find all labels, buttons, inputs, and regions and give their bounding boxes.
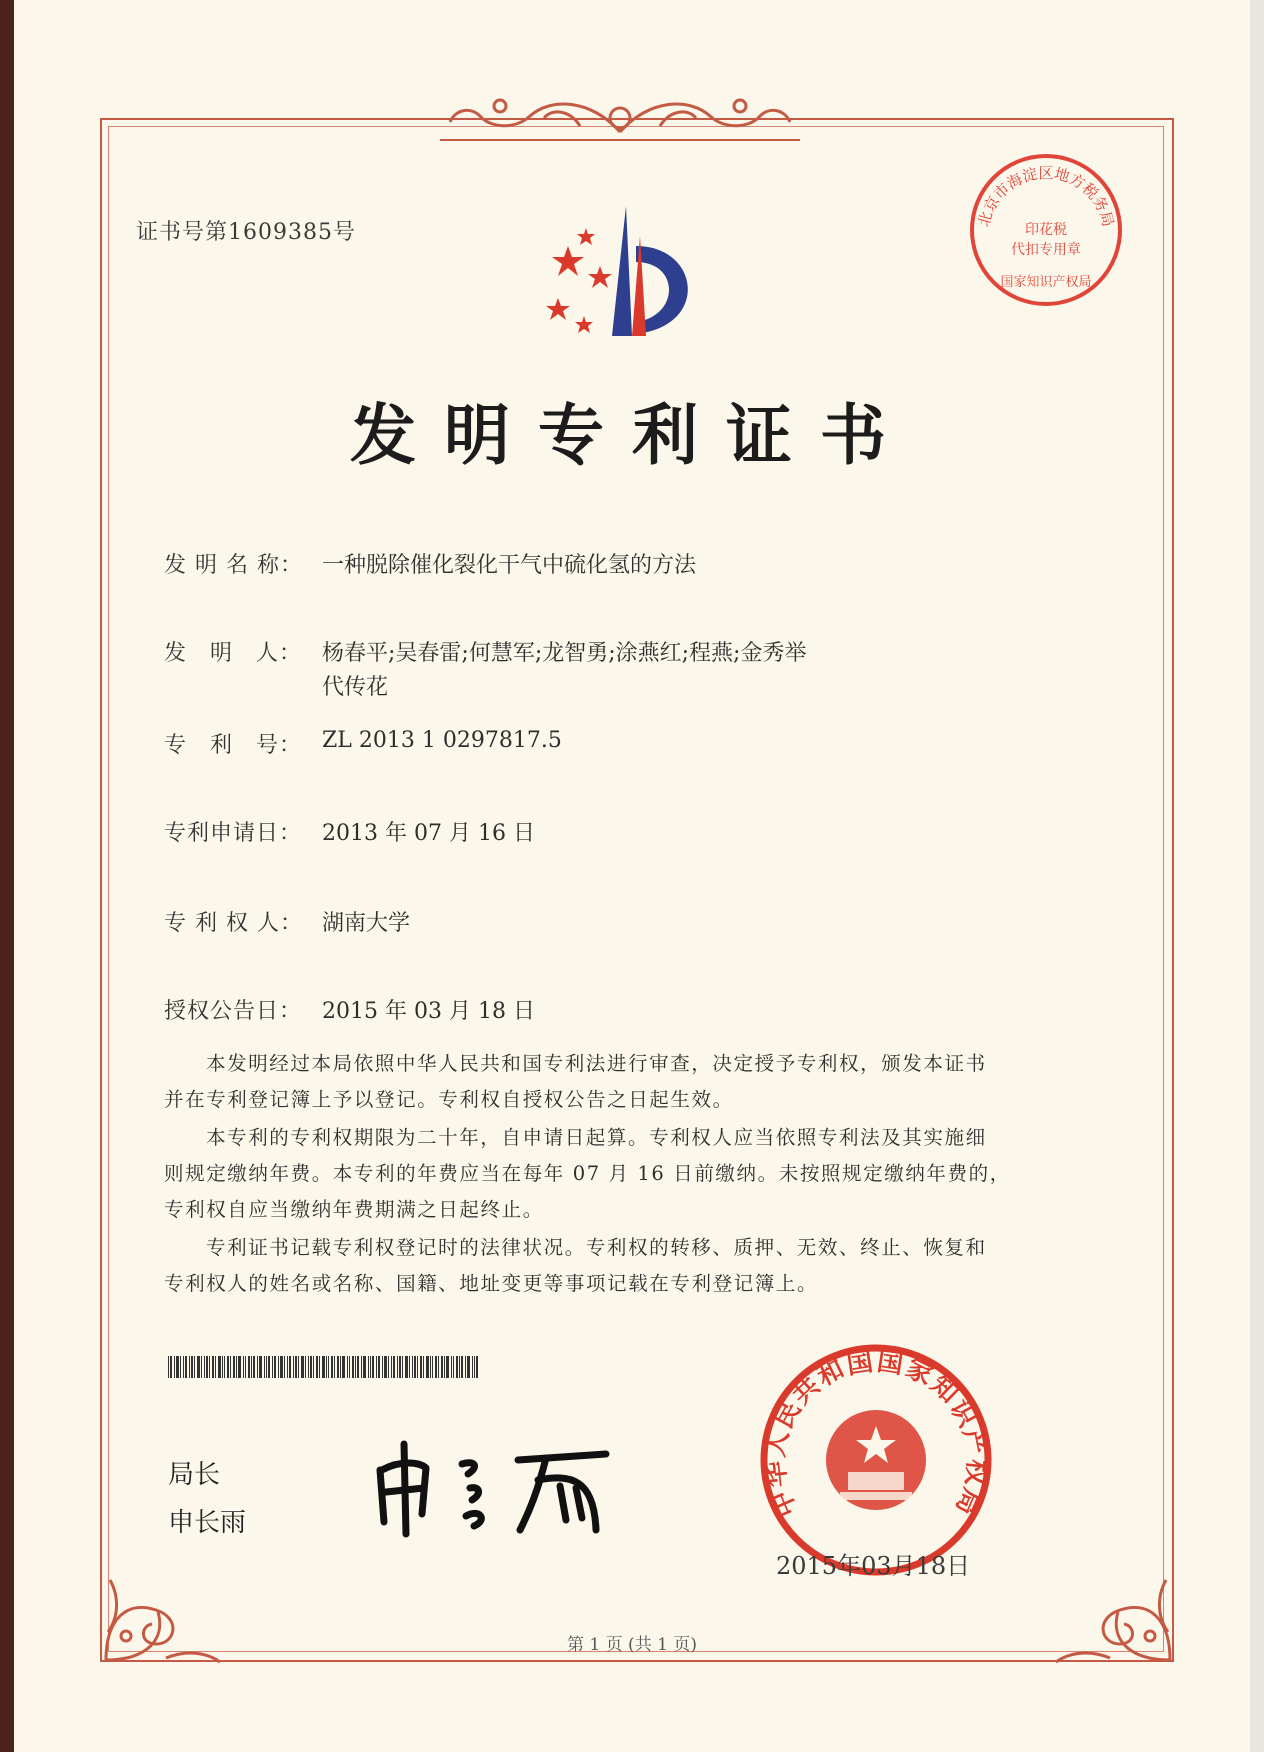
director-signature bbox=[370, 1430, 640, 1540]
body-line: 专利证书记载专利权登记时的法律状况。专利权的转移、质押、无效、终止、恢复和 bbox=[206, 1236, 987, 1259]
barcode-bar bbox=[328, 1356, 329, 1378]
svg-text:北京市海淀区地方税务局: 北京市海淀区地方税务局 bbox=[974, 164, 1118, 229]
barcode-bar bbox=[230, 1356, 231, 1378]
barcode-bar bbox=[355, 1356, 356, 1378]
barcode-bar bbox=[204, 1356, 205, 1378]
field-label-invention-name: 发 明 名 称： bbox=[164, 553, 303, 578]
barcode-bar bbox=[310, 1356, 312, 1378]
barcode-icon bbox=[168, 1356, 480, 1378]
barcode-bar bbox=[197, 1356, 200, 1378]
barcode-bar bbox=[243, 1356, 244, 1378]
barcode-bar bbox=[446, 1356, 449, 1378]
barcode-bar bbox=[472, 1356, 473, 1378]
barcode-bar bbox=[259, 1356, 262, 1378]
tax-stamp bbox=[966, 150, 1126, 310]
barcode-bar bbox=[185, 1356, 187, 1378]
barcode-bar bbox=[423, 1356, 424, 1378]
barcode-bar bbox=[476, 1356, 478, 1378]
barcode-bar bbox=[349, 1356, 350, 1378]
field-value-grant-date: 2015 年 03 月 18 日 bbox=[322, 999, 535, 1024]
barcode-bar bbox=[215, 1356, 216, 1378]
barcode-bar bbox=[331, 1356, 333, 1378]
barcode-bar bbox=[435, 1356, 437, 1378]
barcode-bar bbox=[426, 1356, 429, 1378]
barcode-bar bbox=[287, 1356, 288, 1378]
body-line: 本发明经过本局依照中华人民共和国专利法进行审查，决定授予专利权，颁发本证书 bbox=[206, 1052, 987, 1075]
barcode-bar bbox=[248, 1356, 250, 1378]
body-line: 专利权自应当缴纳年费期满之日起终止。 bbox=[164, 1198, 544, 1221]
barcode-bar bbox=[357, 1356, 359, 1378]
svg-text:代扣专用章: 代扣专用章 bbox=[1011, 242, 1081, 258]
field-label-application-date: 专利申请日： bbox=[164, 821, 303, 846]
barcode-bar bbox=[384, 1356, 387, 1378]
barcode-bar bbox=[295, 1356, 297, 1378]
barcode-bar bbox=[245, 1356, 246, 1378]
barcode-bar bbox=[352, 1356, 354, 1378]
barcode-bar bbox=[414, 1356, 416, 1378]
official-seal bbox=[756, 1340, 996, 1580]
barcode-bar bbox=[264, 1356, 265, 1378]
svg-text:中华人民共和国国家知识产权局: 中华人民共和国国家知识产权局 bbox=[760, 1346, 992, 1522]
barcode-bar bbox=[474, 1356, 475, 1378]
binding-edge bbox=[0, 0, 14, 1752]
barcode-bar bbox=[412, 1356, 413, 1378]
barcode-bar bbox=[417, 1356, 418, 1378]
field-label-grant-date: 授权公告日： bbox=[164, 999, 303, 1024]
svg-text:印花税: 印花税 bbox=[1025, 222, 1067, 238]
barcode-bar bbox=[218, 1356, 221, 1378]
barcode-bar bbox=[253, 1356, 255, 1378]
field-value-inventors: 杨春平;吴春雷;何慧军;龙智勇;涂燕红;程燕;金秀举 bbox=[322, 641, 807, 666]
barcode-bar bbox=[438, 1356, 439, 1378]
field-label-patentee: 专 利 权 人： bbox=[164, 911, 303, 936]
barcode-bar bbox=[334, 1356, 335, 1378]
barcode-bar bbox=[319, 1356, 320, 1378]
barcode-bar bbox=[301, 1356, 304, 1378]
barcode-bar bbox=[233, 1356, 235, 1378]
barcode-bar bbox=[459, 1356, 460, 1378]
field-value-application-date: 2013 年 07 月 16 日 bbox=[322, 821, 535, 846]
barcode-bar bbox=[183, 1356, 184, 1378]
barcode-bar bbox=[378, 1356, 380, 1378]
barcode-bar bbox=[316, 1356, 318, 1378]
barcode-bar bbox=[209, 1356, 210, 1378]
barcode-bar bbox=[382, 1356, 383, 1378]
barcode-bar bbox=[376, 1356, 377, 1378]
barcode-bar bbox=[238, 1356, 241, 1378]
barcode-bar bbox=[266, 1356, 267, 1378]
barcode-bar bbox=[227, 1356, 229, 1378]
barcode-bar bbox=[326, 1356, 327, 1378]
barcode-bar bbox=[393, 1356, 395, 1378]
barcode-bar bbox=[451, 1356, 452, 1378]
barcode-bar bbox=[222, 1356, 223, 1378]
field-value-patent-number: ZL 2013 1 0297817.5 bbox=[322, 728, 562, 753]
barcode-bar bbox=[391, 1356, 392, 1378]
barcode-bar bbox=[363, 1356, 366, 1378]
barcode-bar bbox=[176, 1356, 179, 1378]
barcode-bar bbox=[278, 1356, 279, 1378]
barcode-bar bbox=[305, 1356, 306, 1378]
barcode-bar bbox=[465, 1356, 466, 1378]
barcode-bar bbox=[368, 1356, 369, 1378]
barcode-bar bbox=[174, 1356, 175, 1378]
barcode-bar bbox=[340, 1356, 341, 1378]
barcode-bar bbox=[268, 1356, 270, 1378]
body-line: 本专利的专利权期限为二十年，自申请日起算。专利权人应当依照专利法及其实施细 bbox=[206, 1126, 987, 1149]
barcode-bar bbox=[289, 1356, 291, 1378]
seal-date: 2015年03月18日 bbox=[776, 1552, 971, 1580]
barcode-bar bbox=[402, 1356, 403, 1378]
cnipa-logo-icon bbox=[540, 206, 730, 356]
field-value-patentee: 湖南大学 bbox=[322, 911, 411, 936]
barcode-bar bbox=[444, 1356, 445, 1378]
field-value-invention-name: 一种脱除催化裂化干气中硫化氢的方法 bbox=[322, 553, 697, 578]
body-line: 并在专利登记簿上予以登记。专利权自授权公告之日起生效。 bbox=[164, 1088, 734, 1111]
certificate-number: 证书号第1609385号 bbox=[136, 220, 356, 245]
barcode-bar bbox=[251, 1356, 252, 1378]
barcode-bar bbox=[272, 1356, 273, 1378]
barcode-bar bbox=[212, 1356, 214, 1378]
barcode-bar bbox=[284, 1356, 285, 1378]
field-label-inventors: 发 明 人： bbox=[164, 641, 303, 666]
barcode-bar bbox=[342, 1356, 345, 1378]
barcode-bar bbox=[194, 1356, 195, 1378]
body-line: 专利权人的姓名或名称、国籍、地址变更等事项记载在专利登记簿上。 bbox=[164, 1272, 819, 1295]
director-name: 申长雨 bbox=[168, 1508, 247, 1538]
barcode-bar bbox=[236, 1356, 237, 1378]
page-title: 发明专利证书 bbox=[350, 396, 914, 474]
barcode-bar bbox=[274, 1356, 276, 1378]
barcode-bar bbox=[322, 1356, 325, 1378]
barcode-bar bbox=[372, 1356, 374, 1378]
barcode-bar bbox=[293, 1356, 294, 1378]
barcode-bar bbox=[170, 1356, 172, 1378]
barcode-bar bbox=[399, 1356, 401, 1378]
barcode-bar bbox=[224, 1356, 225, 1378]
field-label-patent-number: 专 利 号： bbox=[164, 733, 303, 758]
barcode-bar bbox=[467, 1356, 470, 1378]
page-footer: 第 1 页 (共 1 页) bbox=[567, 1635, 697, 1655]
barcode-bar bbox=[388, 1356, 389, 1378]
barcode-bar bbox=[347, 1356, 348, 1378]
barcode-bar bbox=[420, 1356, 422, 1378]
barcode-bar bbox=[191, 1356, 193, 1378]
barcode-bar bbox=[441, 1356, 443, 1378]
barcode-bar bbox=[370, 1356, 371, 1378]
svg-text:国家知识产权局: 国家知识产权局 bbox=[1000, 275, 1092, 290]
barcode-bar bbox=[430, 1356, 431, 1378]
barcode-bar bbox=[257, 1356, 258, 1378]
page-edge bbox=[1250, 0, 1264, 1752]
barcode-bar bbox=[397, 1356, 398, 1378]
barcode-bar bbox=[189, 1356, 190, 1378]
barcode-bar bbox=[461, 1356, 463, 1378]
top-ornament-icon bbox=[440, 88, 800, 146]
barcode-bar bbox=[361, 1356, 362, 1378]
barcode-bar bbox=[201, 1356, 202, 1378]
barcode-bar bbox=[168, 1356, 169, 1378]
barcode-bar bbox=[456, 1356, 458, 1378]
barcode-bar bbox=[337, 1356, 339, 1378]
barcode-bar bbox=[280, 1356, 283, 1378]
barcode-bar bbox=[298, 1356, 299, 1378]
barcode-bar bbox=[409, 1356, 410, 1378]
barcode-bar bbox=[308, 1356, 309, 1378]
barcode-bar bbox=[432, 1356, 433, 1378]
barcode-bar bbox=[180, 1356, 181, 1378]
field-value-inventors-cont: 代传花 bbox=[322, 675, 389, 700]
barcode-bar bbox=[405, 1356, 408, 1378]
barcode-bar bbox=[206, 1356, 208, 1378]
body-line: 则规定缴纳年费。本专利的年费应当在每年 07 月 16 日前缴纳。未按照规定缴纳年费的， bbox=[164, 1162, 1011, 1185]
director-title: 局长 bbox=[168, 1460, 221, 1490]
barcode-bar bbox=[453, 1356, 454, 1378]
barcode-bar bbox=[313, 1356, 314, 1378]
